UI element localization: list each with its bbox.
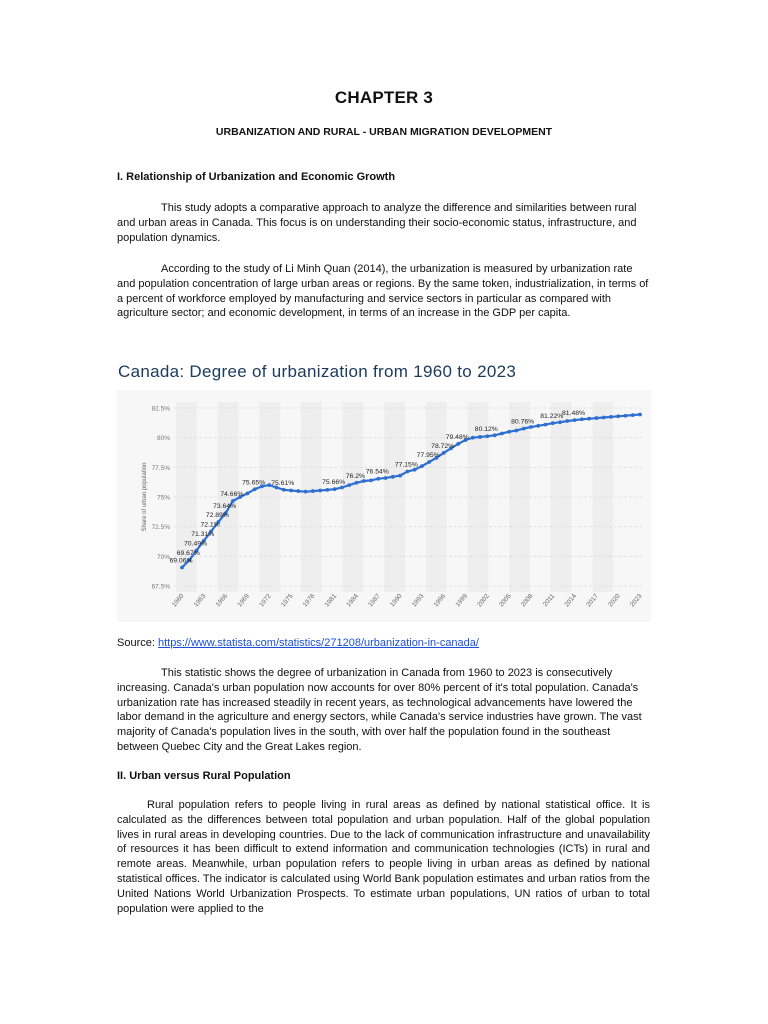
x-tick-label: 2023: [628, 592, 644, 609]
x-tick-label: 1990: [388, 592, 404, 609]
data-label: 77.95%: [416, 451, 440, 459]
data-label: 81.22%: [540, 413, 564, 421]
data-point: [304, 490, 308, 494]
data-point: [522, 427, 526, 431]
data-point: [507, 430, 511, 434]
data-point: [442, 451, 446, 455]
data-point: [565, 419, 569, 423]
chapter-subtitle: URBANIZATION AND RURAL - URBAN MIGRATION DEVELOPMENT: [215, 126, 553, 138]
data-label: 71.31%: [191, 530, 215, 538]
y-tick-label: 70%: [156, 553, 170, 561]
data-point: [325, 488, 329, 492]
x-tick-label: 1984: [345, 592, 361, 609]
data-label: 80.76%: [511, 418, 535, 426]
x-tick-label: 1966: [214, 592, 230, 609]
x-tick-label: 2017: [585, 592, 600, 609]
data-point: [493, 433, 497, 437]
y-axis-label: Share of urban population: [142, 462, 148, 532]
x-tick-label: 2011: [541, 592, 557, 608]
y-tick-label: 80%: [156, 435, 170, 443]
x-tick-label: 1969: [236, 592, 251, 609]
data-point: [420, 464, 424, 468]
data-point: [478, 435, 482, 439]
data-point: [180, 566, 184, 570]
data-point: [340, 486, 344, 490]
x-tick-label: 1960: [170, 592, 186, 609]
x-tick-label: 1981: [323, 592, 339, 609]
data-point: [398, 474, 402, 478]
data-label: 78.72%: [431, 442, 455, 450]
data-label: 69.06%: [169, 557, 193, 565]
data-point: [500, 432, 504, 436]
data-label: 72.1%: [200, 521, 220, 529]
urbanization-line-chart: [117, 390, 651, 622]
data-point: [289, 489, 293, 493]
x-tick-label: 2002: [476, 592, 491, 609]
x-tick-label: 1999: [454, 592, 470, 609]
data-label: 76.54%: [365, 468, 389, 476]
section-2-paragraph-1: Rural population refers to people living in rural areas as defined by national statistical office. It is calculated as the differences between total population and urban population. Half of the global population lives in rural areas in developing countries. Due to the lack of communication infrastructure and unavailability of resources it has been difficult to extend information and communication technologies (ICTs) in rural and remote areas. Meanwhile, urban population refers to people living in urban areas as defined by national statistical offices. The indicator is calculated using World Bank population estimates and urban ratios from the United Nations World Urbanization Prospects. To estimate urban populations, UN ratios of urban to total population were applied to the: [117, 799, 650, 915]
data-label: 77.15%: [394, 461, 418, 469]
chart-title: Canada: Degree of urbanization from 1960 to 2023: [118, 362, 517, 381]
data-label: 75.66%: [322, 479, 346, 487]
data-label: 76.2%: [345, 472, 366, 480]
data-label: 70.49%: [184, 540, 208, 548]
section-1-paragraph-1: This study adopts a comparative approach to analyze the difference and similarities between rural and urban areas in Canada. This focus is on understanding their socio-economic status, infrastructure, and population dynamics.: [117, 202, 637, 244]
data-point: [311, 489, 315, 493]
data-point: [369, 478, 373, 482]
x-tick-label: 1987: [367, 592, 382, 609]
data-point: [318, 489, 322, 493]
data-point: [355, 481, 359, 485]
data-point: [616, 414, 620, 418]
data-point: [638, 413, 642, 417]
data-label: 74.66%: [220, 491, 244, 499]
data-point: [384, 476, 388, 480]
x-tick-label: 1975: [279, 592, 295, 609]
data-point: [405, 470, 409, 474]
x-tick-label: 1972: [258, 592, 273, 609]
data-point: [347, 483, 351, 487]
chapter-title: CHAPTER 3: [334, 88, 434, 107]
data-point: [282, 488, 286, 492]
data-point: [253, 487, 257, 491]
y-tick-label: 67.5%: [151, 583, 170, 591]
data-point: [246, 492, 250, 496]
chart-description-paragraph: This statistic shows the degree of urbanization in Canada from 1960 to 2023 is consecutively increasing. Canada's urban population now accounts for over 80% percent of it's total population. Canada's urbanization rate has increased steadily in recent years, as technological advancements have lowered the labor demand in the agriculture and energy sectors, while Canada's service industries have grown. The vast majority of Canada's population lives in the south, with over half the population found in the southeast between Quebec City and the Great Lakes region.: [117, 667, 642, 753]
data-point: [333, 487, 337, 491]
y-tick-label: 75%: [156, 494, 170, 502]
data-point: [376, 477, 380, 481]
data-point: [609, 415, 613, 419]
data-label: 79.48%: [445, 433, 469, 441]
y-tick-label: 82.5%: [151, 405, 170, 413]
section-1-heading: I. Relationship of Urbanization and Economic Growth: [117, 171, 396, 183]
data-point: [296, 489, 300, 493]
data-point: [602, 416, 606, 420]
data-label: 80.12%: [474, 426, 498, 434]
data-label: 81.48%: [562, 410, 586, 418]
source-link[interactable]: https://www.statista.com/statistics/271208/urbanization-in-canada/: [157, 637, 479, 649]
data-label: 69.67%: [176, 550, 200, 558]
data-point: [391, 475, 395, 479]
data-label: 73.64%: [213, 503, 237, 511]
data-point: [529, 425, 533, 429]
data-point: [544, 423, 548, 427]
data-label: 72.89%: [205, 512, 229, 520]
x-tick-label: 2014: [563, 592, 579, 609]
data-point: [551, 421, 555, 425]
data-point: [594, 416, 598, 420]
source-line: [117, 637, 479, 649]
section-2-heading: II. Urban versus Rural Population: [117, 770, 291, 782]
data-point: [580, 417, 584, 421]
data-point: [536, 424, 540, 428]
data-point: [624, 414, 628, 418]
data-point: [456, 442, 460, 446]
data-point: [587, 417, 591, 421]
data-point: [485, 434, 489, 438]
data-point: [631, 413, 635, 417]
x-tick-label: 2020: [607, 592, 622, 609]
data-point: [515, 429, 519, 433]
y-tick-label: 72.5%: [151, 524, 170, 532]
data-label: 75.61%: [271, 479, 295, 487]
data-label: 75.65%: [242, 479, 266, 487]
data-point: [573, 418, 577, 422]
x-tick-label: 1993: [410, 592, 426, 609]
x-tick-label: 1996: [432, 592, 448, 609]
data-point: [558, 420, 562, 424]
source-label: Source:: [117, 637, 158, 649]
x-tick-label: 1963: [192, 592, 208, 609]
section-1-paragraph-2: According to the study of Li Minh Quan (2014), the urbanization is measured by urbanization rate and population concentration of large urban areas or regions. By the same token, industrialization, in terms of a percent of workforce employed by manufacturing and service sectors in particular as compared with agriculture sector; and economic development, in terms of an increase in the GDP per capita.: [117, 263, 649, 320]
x-tick-label: 2008: [519, 592, 535, 609]
y-tick-label: 77.5%: [151, 464, 170, 472]
data-point: [427, 460, 431, 464]
x-tick-label: 2005: [498, 592, 513, 609]
x-tick-label: 1978: [301, 592, 317, 609]
data-point: [471, 436, 475, 440]
